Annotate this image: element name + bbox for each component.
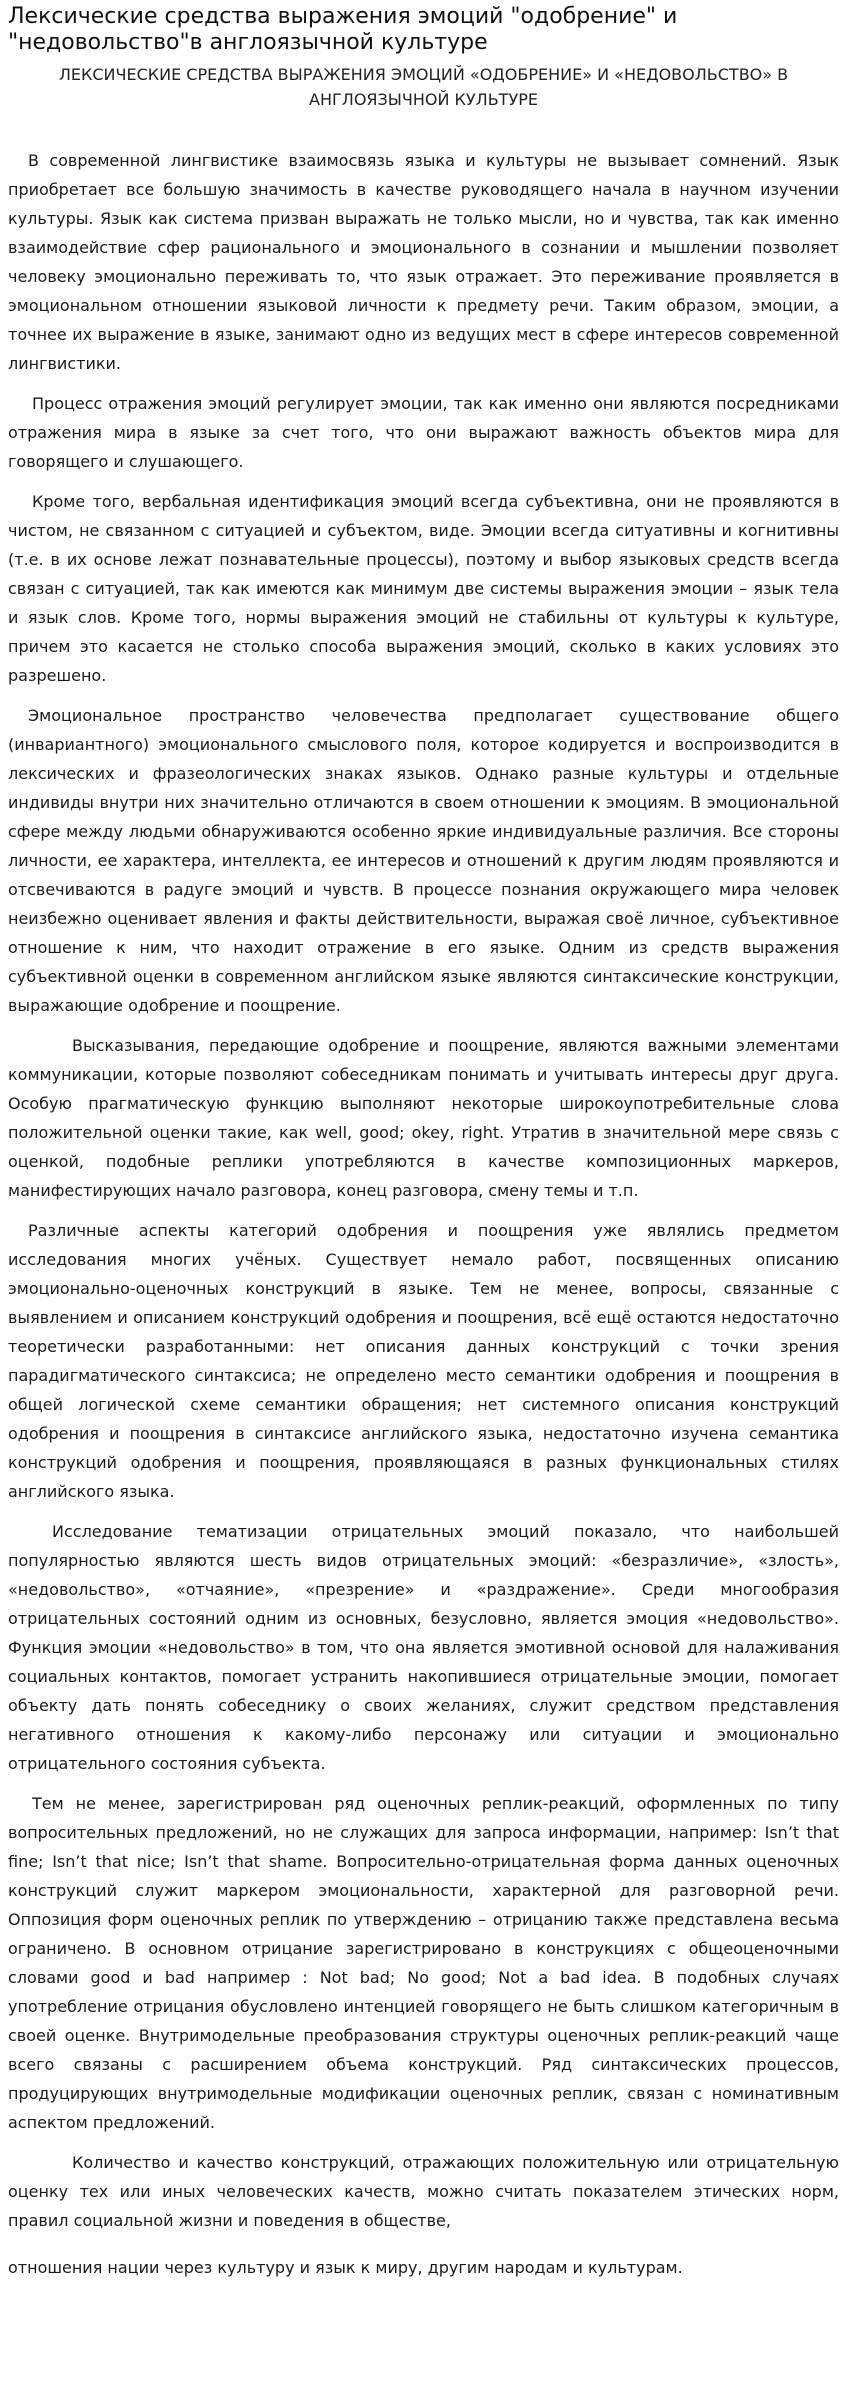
page-title: Лексические средства выражения эмоций "одобрение" и "недовольство"в англоязычной культуре: [8, 4, 678, 55]
paragraph: Кроме того, вербальная идентификация эмоций всегда субъективна, они не проявляются в чистом, не связанном с ситуацией и субъектом, виде. Эмоции всегда ситуативны и когнитивны (т.е. в их основе лежат познавательные процессы), поэтому и выбор языковых средств всегда связан с ситуацией, так как имеются как минимум две системы выражения эмоции – язык тела и язык слов. Кроме того, нормы выражения эмоций не стабильны от культуры к культуре, причем это касается не столько способа выражения эмоций, сколько в каких условиях это разрешено.: [8, 492, 839, 685]
article-subtitle: ЛЕКСИЧЕСКИЕ СРЕДСТВА ВЫРАЖЕНИЯ ЭМОЦИЙ «ОДОБРЕНИЕ» И «НЕДОВОЛЬСТВО» В АНГЛОЯЗЫЧНОЙ КУЛЬТУРЕ: [58, 65, 789, 109]
paragraph: В современной лингвистике взаимосвязь языка и культуры не вызывает сомнений. Язык приобретает все большую значимость в качестве руководящего начала в научном изучении культуры. Язык как система призван выражать не только мысли, но и чувства, так как именно взаимодействие сфер рационального и эмоционального в сознании и мышлении позволяет человеку эмоционально переживать то, что язык отражает. Это переживание проявляется в эмоциональном отношении языковой личности к предмету речи. Таким образом, эмоции, а точнее их выражение в языке, занимают одно из ведущих мест в сфере интересов современной лингвистики.: [8, 151, 839, 373]
paragraph: Процесс отражения эмоций регулирует эмоции, так как именно они являются посредниками отражения мира в языке за счет того, что они выражают важность объектов мира для говорящего и слушающего.: [8, 394, 839, 471]
paragraph: Эмоциональное пространство человечества предполагает существование общего (инвариантного) эмоционального смыслового поля, которое кодируется и воспроизводится в лексических и фразеологических знаках языков. Однако разные культуры и отдельные индивиды внутри них значительно отличаются в своем отношении к эмоциям. В эмоциональной сфере между людьми обнаруживаются особенно яркие индивидуальные различия. Все стороны личности, ее характера, интеллекта, ее интересов и отношений к другим людям проявляются и отсвечиваются в радуге эмоций и чувств. В процессе познания окружающего мира человек неизбежно оценивает явления и факты действительности, выражая своё личное, субъективное отношение к ним, что находит отражение в его языке. Одним из средств выражения субъективной оценки в современном английском языке являются синтаксические конструкции, выражающие одобрение и поощрение.: [8, 706, 839, 1015]
paragraph: Тем не менее, зарегистрирован ряд оценочных реплик-реакций, оформленных по типу вопросительных предложений, но не служащих для запроса информации, например: Isn’t that fine; Isn’t that nice; Isn’t that shame. Вопросительно-отрицательная форма данных оценочных конструкций служит маркером эмоциональности, характерной для разговорной речи. Оппозиция форм оценочных реплик по утверждению – отрицанию также представлена весьма ограничено. В основном отрицание зарегистрировано в конструкциях с общеоценочными словами good и bad например : Not bad; No good; Not a bad idea. В подобных случаях употребление отрицания обусловлено интенцией говорящего не быть слишком категоричным в своей оценке. Внутримодельные преобразования структуры оценочных реплик-реакций чаще всего связаны с расширением объема конструкций. Ряд синтаксических процессов, продуцирующих внутримодельные модификации оценочных реплик, связан с номинативным аспектом предложений.: [8, 1794, 839, 2132]
article-body: [8, 146, 839, 2282]
document-page: [8, 0, 839, 2293]
paragraph: Количество и качество конструкций, отражающих положительную или отрицательную оценку тех или иных человеческих качеств, можно считать показателем этических норм, правил социальной жизни и поведения в обществе,: [8, 2153, 839, 2230]
paragraph: отношения нации через культуру и язык к миру, другим народам и культурам.: [8, 2258, 683, 2277]
paragraph: Высказывания, передающие одобрение и поощрение, являются важными элементами коммуникации, которые позволяют собеседникам понимать и учитывать интересы друг друга. Особую прагматическую функцию выполняют некоторые широкоупотребительные слова положительной оценки такие, как well, good; okey, right. Утратив в значительной мере связь с оценкой, подобные реплики употребляются в качестве композиционных маркеров, манифестирующих начало разговора, конец разговора, смену темы и т.п.: [8, 1036, 839, 1200]
paragraph: Различные аспекты категорий одобрения и поощрения уже являлись предметом исследования многих учёных. Существует немало работ, посвященных описанию эмоционально-оценочных конструкций в языке. Тем не менее, вопросы, связанные с выявлением и описанием конструкций одобрения и поощрения, всё ещё остаются недостаточно теоретически разработанными: нет описания данных конструкций с точки зрения парадигматического синтаксиса; не определено место семантики одобрения и поощрения в общей логической схеме семантики обращения; нет системного описания конструкций одобрения и поощрения в синтаксисе английского языка, недостаточно изучена семантика конструкций одобрения и поощрения, проявляющаяся в разных функциональных стилях английского языка.: [8, 1221, 839, 1501]
paragraph: Исследование тематизации отрицательных эмоций показало, что наибольшей популярностью являются шесть видов отрицательных эмоций: «безразличие», «злость», «недовольство», «отчаяние», «презрение» и «раздражение». Среди многообразия отрицательных состояний одним из основных, безусловно, является эмоция «недовольство». Функция эмоции «недовольство» в том, что она является эмотивной основой для налаживания социальных контактов, помогает устранить накопившиеся отрицательные эмоции, помогает объекту дать понять собеседнику о своих желаниях, служит средством представления негативного отношения к какому-либо персонажу или ситуации и эмоционально отрицательного состояния субъекта.: [8, 1522, 839, 1773]
